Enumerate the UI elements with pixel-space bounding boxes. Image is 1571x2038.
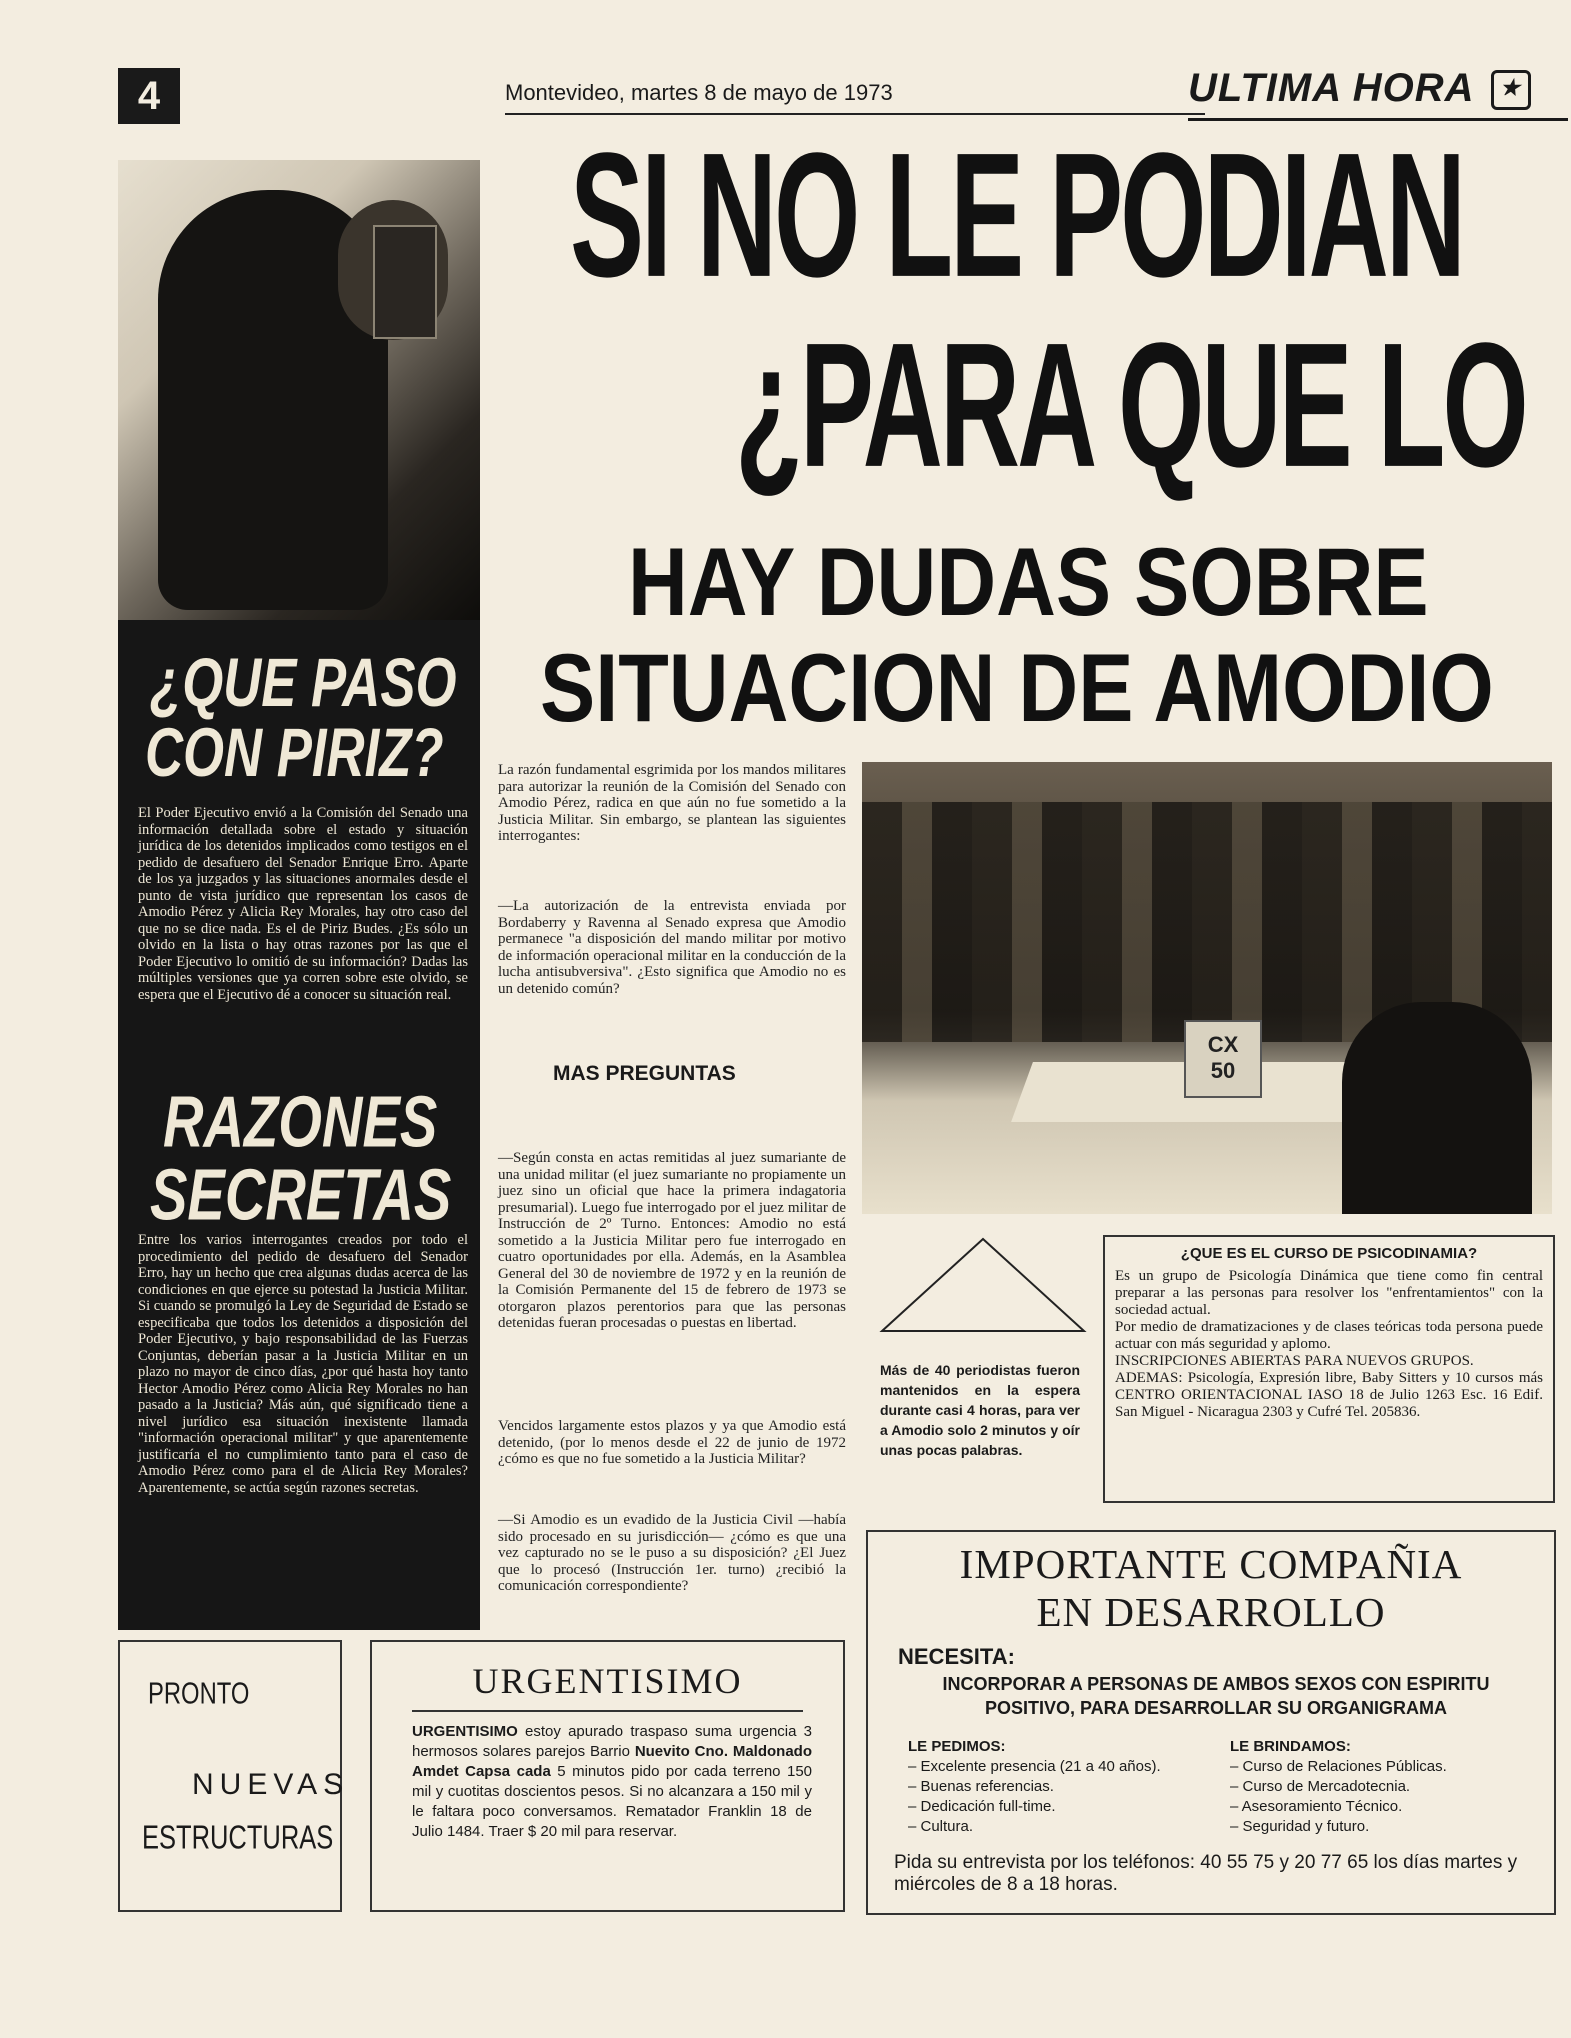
pronto-line-3: ESTRUCTURAS (142, 1820, 334, 1857)
photo-microphone-box (373, 225, 437, 339)
body-paragraph-1: La razón fundamental esgrimida por los mandos militares para autorizar la reunión de la Comisión del Senado con Amodio Pérez, radica en que aún no fue sometido a la Justicia Militar. Sin embargo, se plantean las siguientes interrogantes: (498, 762, 846, 844)
pronto-ad (118, 1640, 350, 1912)
urgentisimo-rule (412, 1710, 803, 1712)
horse-logo-icon: ★ (1491, 70, 1531, 110)
left-title-line-1: ¿QUE PASO (150, 645, 457, 722)
masthead-title: ULTIMA HORA (1188, 66, 1474, 110)
triangle-icon (878, 1235, 1088, 1335)
ad-incorporar: INCORPORAR A PERSONAS DE AMBOS SEXOS CON ESPIRITU POSITIVO, PARA DESARROLLAR SU ORGANIGRAMA (942, 1674, 1490, 1718)
masthead (1188, 66, 1568, 121)
list-item: – Asesoramiento Técnico. (1230, 1798, 1403, 1815)
psicodinamia-text-3: INSCRIPCIONES ABIERTAS PARA NUEVOS GRUPOS. (1115, 1353, 1474, 1369)
ad-brindamos-list (1230, 1737, 1530, 1837)
pronto-line-2: NUEVAS (192, 1768, 350, 1801)
dateline: Montevideo, martes 8 de mayo de 1973 (505, 80, 893, 105)
list-item: – Dedicación full-time. (908, 1798, 1056, 1815)
photo-caption: Más de 40 periodistas fueron mantenidos en la espera durante casi 4 horas, para ver a Amodio solo 2 minutos y oír unas pocas palabras. (880, 1362, 1080, 1458)
psicodinamia-title: ¿QUE ES EL CURSO DE PSICODINAMIA? (1180, 1245, 1478, 1262)
list-item: – Buenas referencias. (908, 1778, 1054, 1795)
body-paragraph-4: Vencidos largamente estos plazos y ya que Amodio está detenido, (por lo menos desde el 22 de junio de 1972 ¿cómo es que no fue sometido a la Justicia Militar? (498, 1418, 846, 1467)
urgentisimo-lead: URGENTISIMO (412, 1723, 518, 1740)
subheadline-line-2: SITUACION DE AMODIO (540, 634, 1494, 742)
psicodinamia-text-2: Por medio de dramatizaciones y de clases teóricas toda persona puede actuar con más seguridad y aplomo. (1115, 1319, 1543, 1352)
ad-pedimos-list (908, 1737, 1178, 1837)
psicodinamia-text-4: ADEMAS: Psicología, Expresión libre, Baby Sitters y 10 cursos más CENTRO ORIENTACIONAL IASO 18 de Julio 1263 Esc. 16 Edif. San Miguel - Nicaragua 2303 y Cufré Tel. 205836. (1115, 1370, 1543, 1420)
senator-photo (118, 160, 480, 620)
list-item: – Seguridad y futuro. (1230, 1818, 1370, 1835)
ad-title-line-1: IMPORTANTE COMPAÑIA (959, 1541, 1463, 1587)
psicodinamia-ad (1103, 1235, 1555, 1503)
urgentisimo-ad (370, 1640, 845, 1912)
subhead-mas-preguntas: MAS PREGUNTAS (553, 1062, 736, 1085)
urgentisimo-body (412, 1722, 812, 1842)
urgentisimo-title: URGENTISIMO (472, 1661, 743, 1701)
ad-pedimos-heading: LE PEDIMOS: (908, 1738, 1006, 1755)
photo-seated-man (1342, 1002, 1532, 1214)
body-paragraph-2: —La autorización de la entrevista enviada por Bordaberry y Ravenna al Senado expresa que Amodio permanece "a disposición del mando militar por motivo de información operacional militar en la conducción de la lucha antisubversiva". ¿Esto significa que Amodio no es un detenido común? (498, 898, 846, 997)
list-item: – Curso de Relaciones Públicas. (1230, 1758, 1447, 1775)
urgentisimo-text-a: estoy apurado traspaso suma urgencia 3 hermosos solares parejos Barrio (412, 1723, 812, 1760)
body-paragraph-3: —Según consta en actas remitidas al juez sumariante de una unidad militar (el juez sumariante no propiamente un juez sino un oficial que hace la primera indagatoria presumarial). Luego fue interrogado por el juez militar de Instrucción de 2º Turno. Entonces: Amodio no está sometido a la Justicia Militar pero fue interrogado en cuatro oportunidades por ella. Además, en la Asamblea General del 30 de noviembre de 1972 y en la reunión de la Comisión Permanente del 15 de febrero de 1973 se otorgaron plazos perentorios para que las personas detenidas fueran procesadas o puestas en libertad. (498, 1150, 846, 1331)
ad-footer: Pida su entrevista por los teléfonos: 40 55 75 y 20 77 65 los días martes y miércoles de 8 a 18 horas. (894, 1852, 1518, 1895)
ad-title-line-2: EN DESARROLLO (1036, 1589, 1386, 1635)
page-number: 4 (118, 68, 180, 124)
left-article-text-2: Entre los varios interrogantes creados por todo el procedimiento del pedido de desafuero del Senador Erro, hay un hecho que crea algunas dudas acerca de las condiciones en que ejerce su potestad la Justicia Militar. Si cuando se promulgó la Ley de Seguridad de Estado se especificaba que todos los detenidos a disposición del Poder Ejecutivo, y bajo responsabilidad de las Fuerzas Conjuntas, deberían pasar a la Justicia Militar en un plazo no mayor de cinco días, ¿por qué hasta hoy tanto Hector Amodio Pérez como Alicia Rey Morales no han pasado a la Justicia? Más aún, qué significado tiene a nivel jurídico esa situación inexistente llamada "información operacional militar" y que aparentemente justificaría el no cumplimiento tanto para el caso de Amodio Pérez como para el de Alicia Rey Morales? Aparentemente, se actúa según razones secretas. (138, 1232, 468, 1496)
list-item: – Curso de Mercadotecnia. (1230, 1778, 1411, 1795)
urgentisimo-bold: Nuevito Cno. Maldonado Amdet Capsa cada (412, 1743, 812, 1780)
left-title-line-2: CON PIRIZ? (145, 715, 444, 792)
ad-brindamos-heading: LE BRINDAMOS: (1230, 1738, 1351, 1755)
urgentisimo-text-b: 5 minutos pido por cada terreno 150 mil y cuotitas doscientos pesos. Si no alcanzara a 150 mil y le faltara poco conversamos. Rematador Franklin 18 de Julio 1484. Traer $ 20 mil para reservar. (412, 1763, 813, 1840)
subheadline-line-1: HAY DUDAS SOBRE (628, 528, 1429, 636)
left-title-line-3: RAZONES (163, 1080, 438, 1162)
left-article-text-1: El Poder Ejecutivo envió a la Comisión del Senado una información detallada sobre el estado y situación jurídica de los detenidos implicados como testigos en el pedido de desafuero del Senador Enrique Erro. Aparte de los ya juzgados y las situaciones anormales desde el punto de vista jurídico que representan los casos de Amodio Pérez y Alicia Rey Morales, hay otro caso del que no se dice nada. Es el de Piriz Budes. ¿Es sólo un olvido en la lista o hay otras razones por las que el Poder Ejecutivo lo omitió de su información? Dadas las múltiples versiones que ya corren sobre este olvido, se espera que el Ejecutivo dé a conocer su situación real. (138, 805, 468, 1003)
importante-compania-ad (866, 1530, 1556, 1915)
headline-line-1: SI NO LE PODIAN (570, 115, 1464, 314)
cx50-microphone-box: CX 50 (1184, 1020, 1262, 1098)
press-conference-photo (862, 762, 1552, 1214)
psicodinamia-text-1: Es un grupo de Psicología Dinámica que tiene como fin central preparar a las personas para resolver los "enfrentamientos" con la sociedad actual. (1115, 1268, 1543, 1318)
headline-line-2: ¿PARA QUE LO (735, 305, 1526, 504)
list-item: – Cultura. (908, 1818, 974, 1835)
list-item: – Excelente presencia (21 a 40 años). (908, 1758, 1161, 1775)
body-paragraph-5: —Si Amodio es un evadido de la Justicia Civil —había sido procesado en su jurisdicción— ¿cómo es que una vez capturado no se le puso a su disposición? ¿El Juez que lo procesó (Instrucción 1er. turno) ¿recibió la comunicación correspondiente? (498, 1512, 846, 1594)
pronto-line-1: PRONTO (148, 1676, 250, 1711)
left-title-line-4: SECRETAS (150, 1153, 452, 1235)
ad-necesita: NECESITA: (898, 1644, 1015, 1669)
